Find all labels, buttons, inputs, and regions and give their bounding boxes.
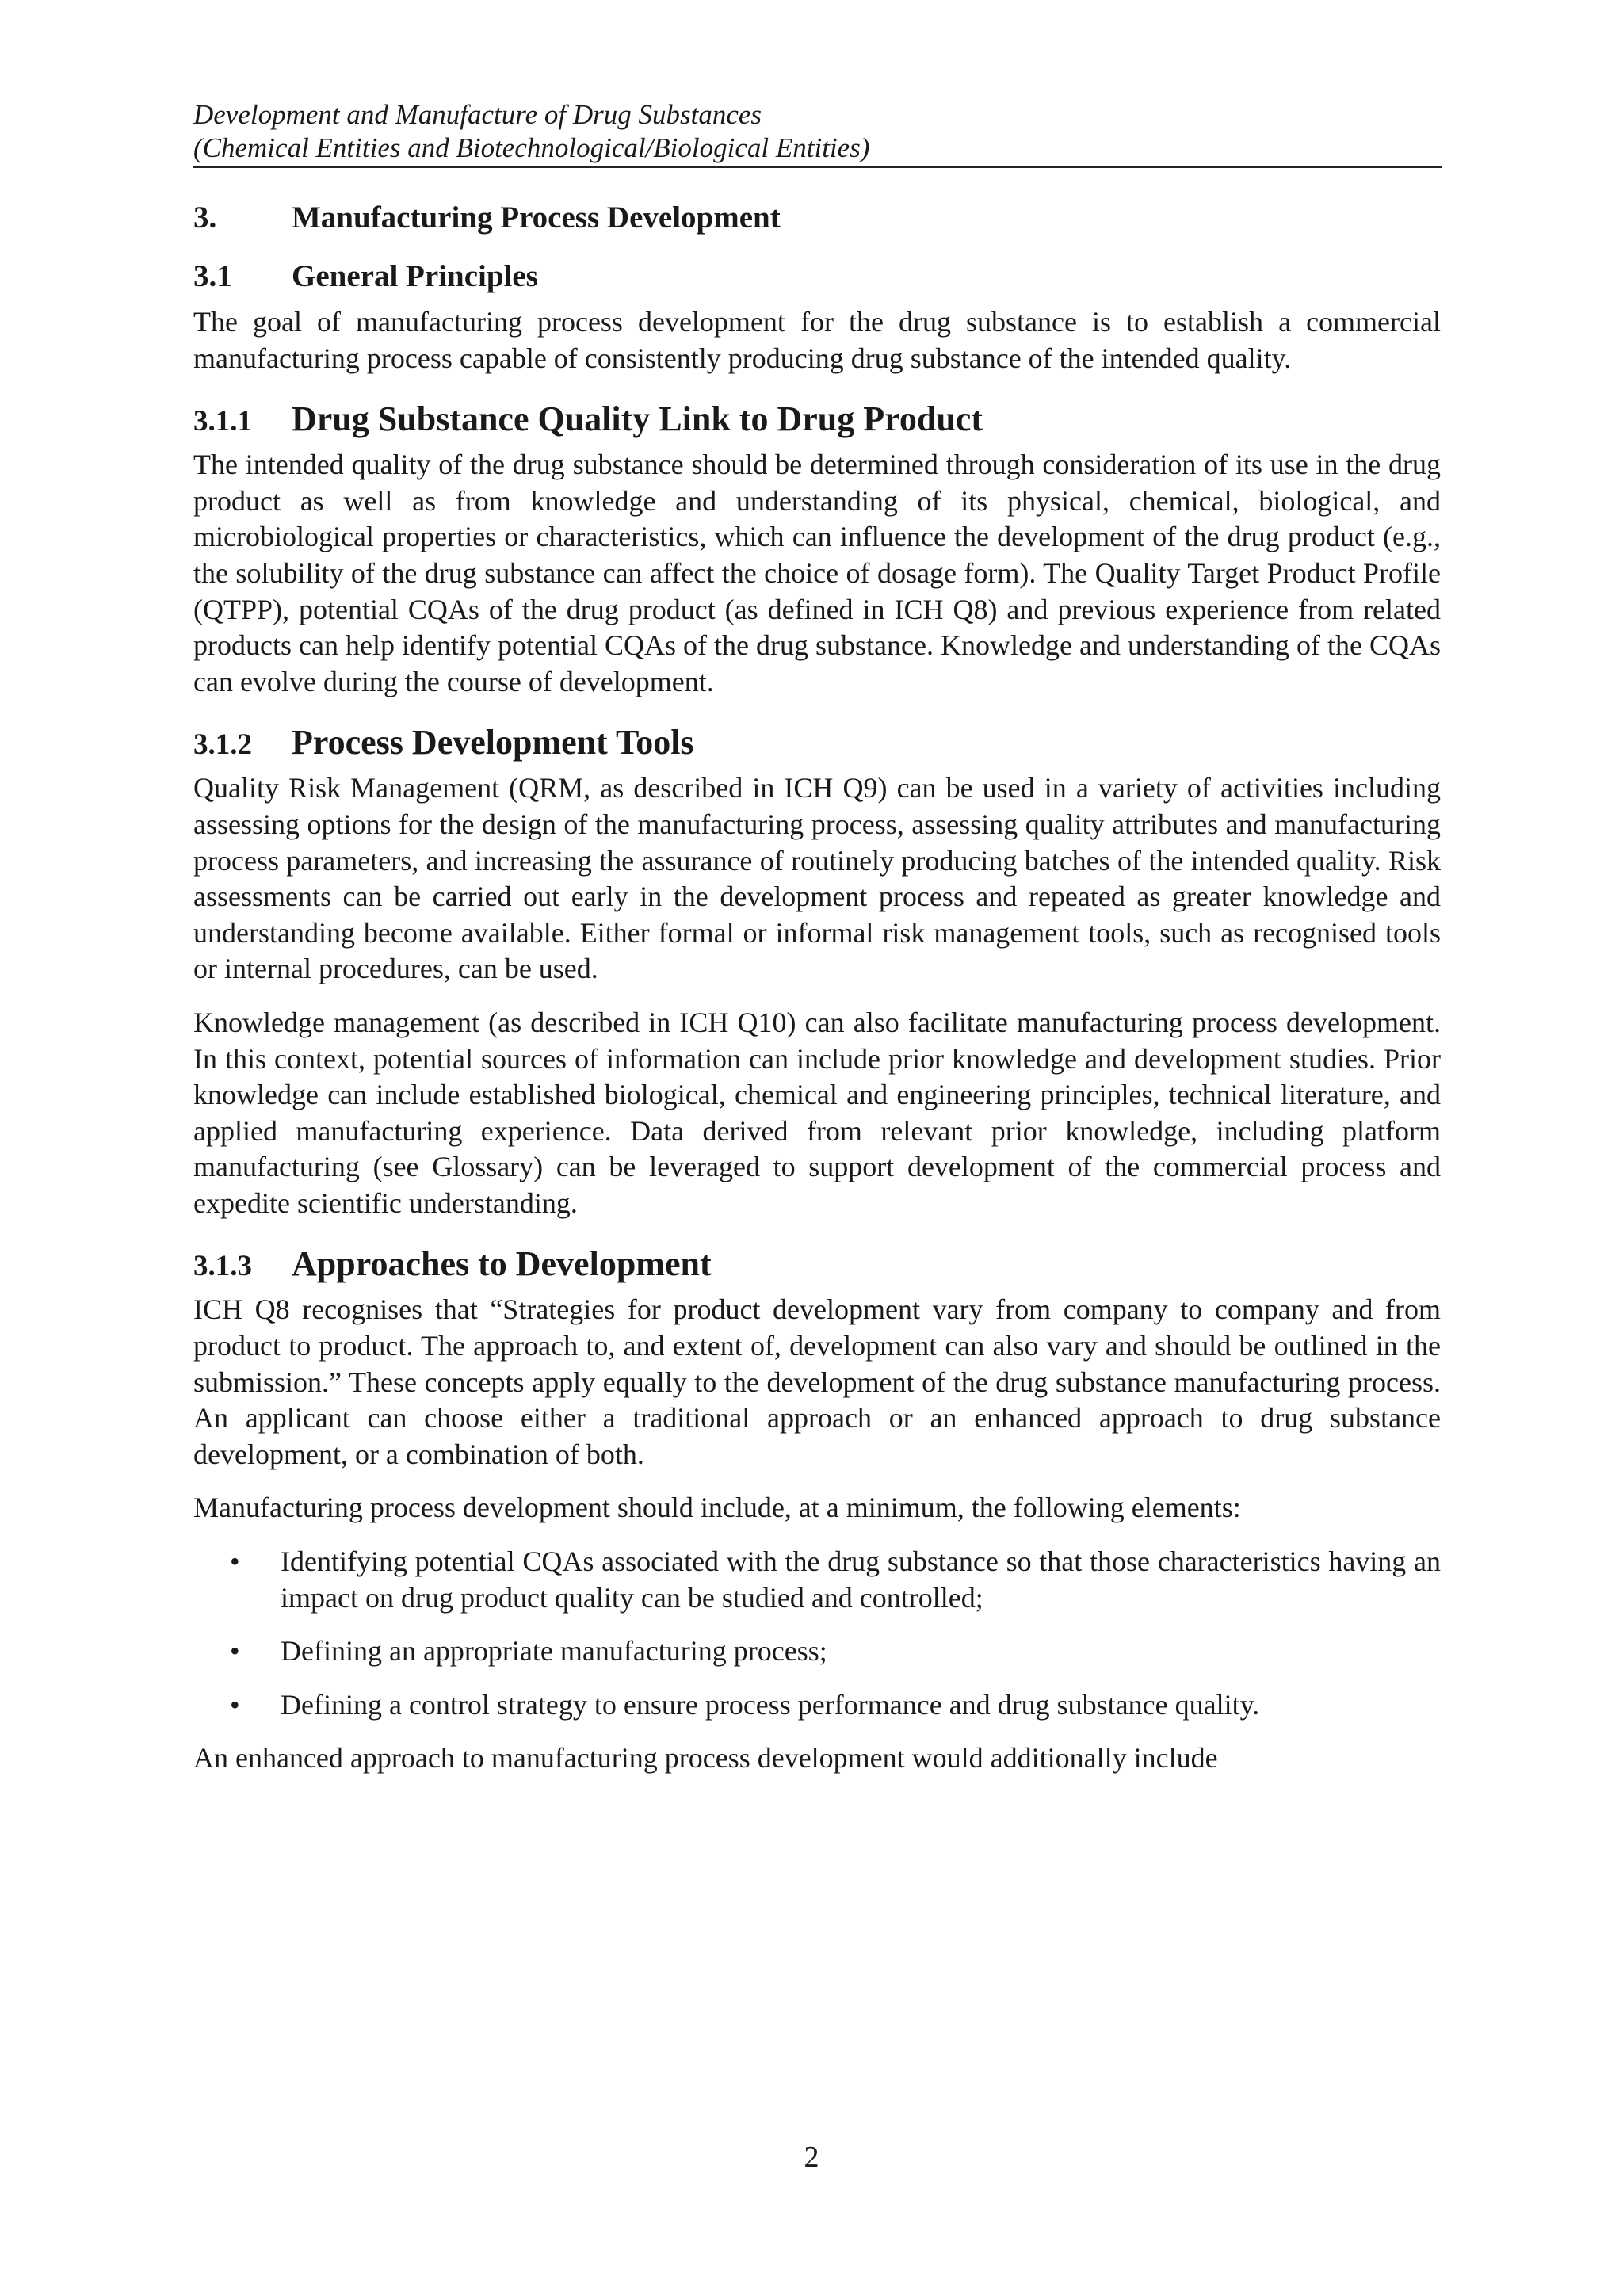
- section-number: 3.1.3: [193, 1250, 252, 1283]
- section-number: 3.: [193, 201, 217, 235]
- running-header: [193, 98, 1442, 168]
- list-item: [193, 1544, 1441, 1616]
- paragraph: ICH Q8 recognises that “Strategies for product development vary from company to company and from product to product. The approach to, and extent of, development can also vary and should be outlined in the submission.” These concepts apply equally to the development of the drug substance manufacturing process. An applicant can choose either a traditional approach or an enhanced approach to drug substance development, or a combination of both.: [193, 1293, 1441, 1470]
- page-number: 2: [804, 2141, 819, 2174]
- section-3-1-2-heading: [193, 720, 1441, 767]
- bullet-icon: •: [230, 1635, 240, 1668]
- section-number: 3.1.1: [193, 405, 252, 438]
- section-title: Process Development Tools: [292, 723, 694, 762]
- bullet-icon: •: [230, 1545, 240, 1578]
- paragraph: The goal of manufacturing process development for the drug substance is to establish a commercial manufacturing process capable of consistently producing drug substance of the intended quality.: [193, 306, 1441, 374]
- section-title: Drug Substance Quality Link to Drug Product: [292, 399, 983, 439]
- bullet-list: [193, 1544, 1441, 1723]
- list-item-text: Identifying potential CQAs associated with the drug substance so that those characteristics having an impact on drug product quality can be studied and controlled;: [281, 1545, 1441, 1614]
- section-3-1-heading: [193, 257, 1441, 296]
- header-line-1: Development and Manufacture of Drug Substances: [193, 99, 762, 130]
- section-3-heading: [193, 198, 1441, 238]
- main-content: [193, 198, 1441, 1794]
- section-title: General Principles: [292, 259, 538, 293]
- section-3-1-1-heading: [193, 397, 1441, 444]
- section-title: Approaches to Development: [292, 1244, 712, 1284]
- section-title: Manufacturing Process Development: [292, 201, 781, 235]
- section-number: 3.1.2: [193, 728, 252, 762]
- section-number: 3.1: [193, 259, 232, 293]
- list-item: [193, 1633, 1441, 1670]
- paragraph: The intended quality of the drug substance should be determined through consideration of its use in the drug product as well as from knowledge and understanding of its physical, chemical, biological, and microbiological properties or characteristics, which can influence the development of the drug product (e.g., the solubility of the drug substance can affect the choice of dosage form). The Quality Target Product Profile (QTPP), potential CQAs of the drug product (as defined in ICH Q8) and previous experience from related products can help identify potential CQAs of the drug substance. Knowledge and understanding of the CQAs can evolve during the course of development.: [193, 449, 1441, 697]
- paragraph: Knowledge management (as described in ICH Q10) can also facilitate manufacturing process development. In this context, potential sources of information can include prior knowledge and development studies. Prior knowledge can include established biological, chemical and engineering principles, technical literature, and applied manufacturing experience. Data derived from relevant prior knowledge, including platform manufacturing (see Glossary) can be leveraged to support development of the commercial process and expedite scientific understanding.: [193, 1006, 1441, 1219]
- list-item: [193, 1687, 1441, 1724]
- bullet-icon: •: [230, 1688, 240, 1721]
- paragraph: Manufacturing process development should include, at a minimum, the following elements:: [193, 1492, 1241, 1524]
- paragraph: Quality Risk Management (QRM, as described in ICH Q9) can be used in a variety of activities including assessing options for the design of the manufacturing process, assessing quality attributes and manufacturing process parameters, and increasing the assurance of routinely producing batches of the intended quality. Risk assessments can be carried out early in the development process and repeated as greater knowledge and understanding become available. Either formal or informal risk management tools, such as recognised tools or internal procedures, can be used.: [193, 772, 1441, 985]
- header-line-2: (Chemical Entities and Biotechnological/Biological Entities): [193, 132, 870, 163]
- list-item-text: Defining a control strategy to ensure process performance and drug substance quality.: [281, 1688, 1260, 1721]
- section-3-1-3-heading: [193, 1242, 1441, 1289]
- list-item-text: Defining an appropriate manufacturing process;: [281, 1635, 827, 1668]
- paragraph: An enhanced approach to manufacturing process development would additionally include: [193, 1742, 1218, 1775]
